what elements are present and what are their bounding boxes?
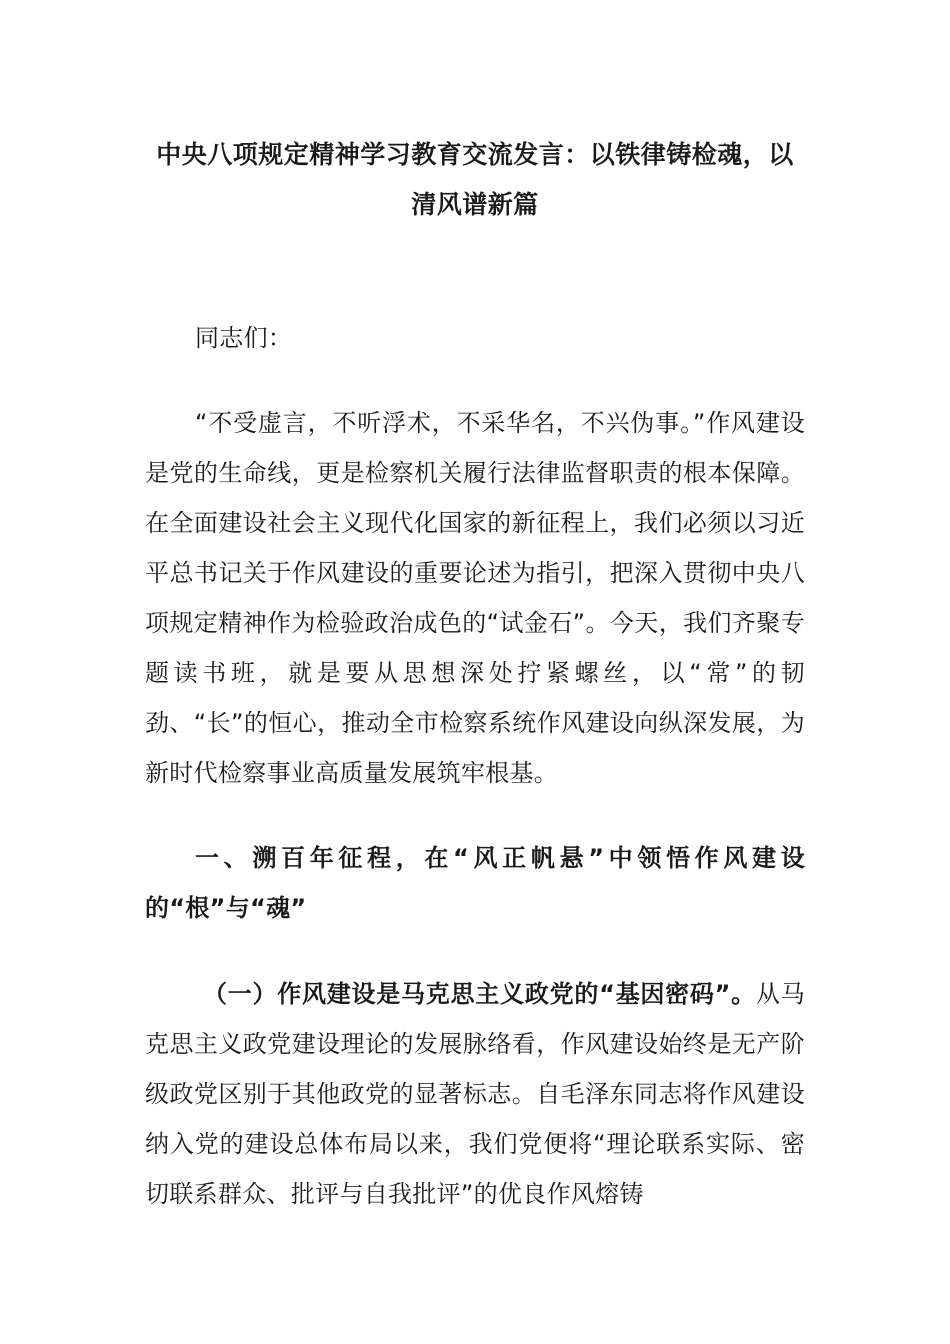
- section-heading-1: 一、溯百年征程，在“风正帆悬”中领悟作风建设的“根”与“魂”: [145, 844, 805, 922]
- subheading-1: （一）作风建设是马克思主义政党的“基因密码”。: [203, 980, 756, 1008]
- greeting: 同志们：: [195, 324, 293, 352]
- paragraph-section-1-1-text: 从马克思主义政党建设理论的发展脉络看，作风建设始终是无产阶级政党区别于其他政党的显著标志。自毛泽东同志将作风建设纳入党的建设总体布局以来，我们党便将“理论联系实际、密切联系群众、批评与自我批评”的优良作风熔铸: [145, 980, 805, 1208]
- paragraph-intro: “不受虚言，不听浮术，不采华名，不兴伪事。”作风建设是党的生命线，更是检察机关履行法律监督职责的根本保障。在全面建设社会主义现代化国家的新征程上，我们必须以习近平总书记关于作风建设的重要论述为指引，把深入贯彻中央八项规定精神作为检验政治成色的“试金石”。今天，我们齐聚专题读书班，就是要从思想深处拧紧螺丝，以“常”的韧劲、“长”的恒心，推动全市检察系统作风建设向纵深发展，为新时代检察事业高质量发展筑牢根基。: [145, 409, 805, 787]
- paragraph-section-1-1: [145, 969, 805, 1219]
- document-title: 中央八项规定精神学习教育交流发言：以铁律铸检魂，以清风谱新篇: [156, 140, 794, 219]
